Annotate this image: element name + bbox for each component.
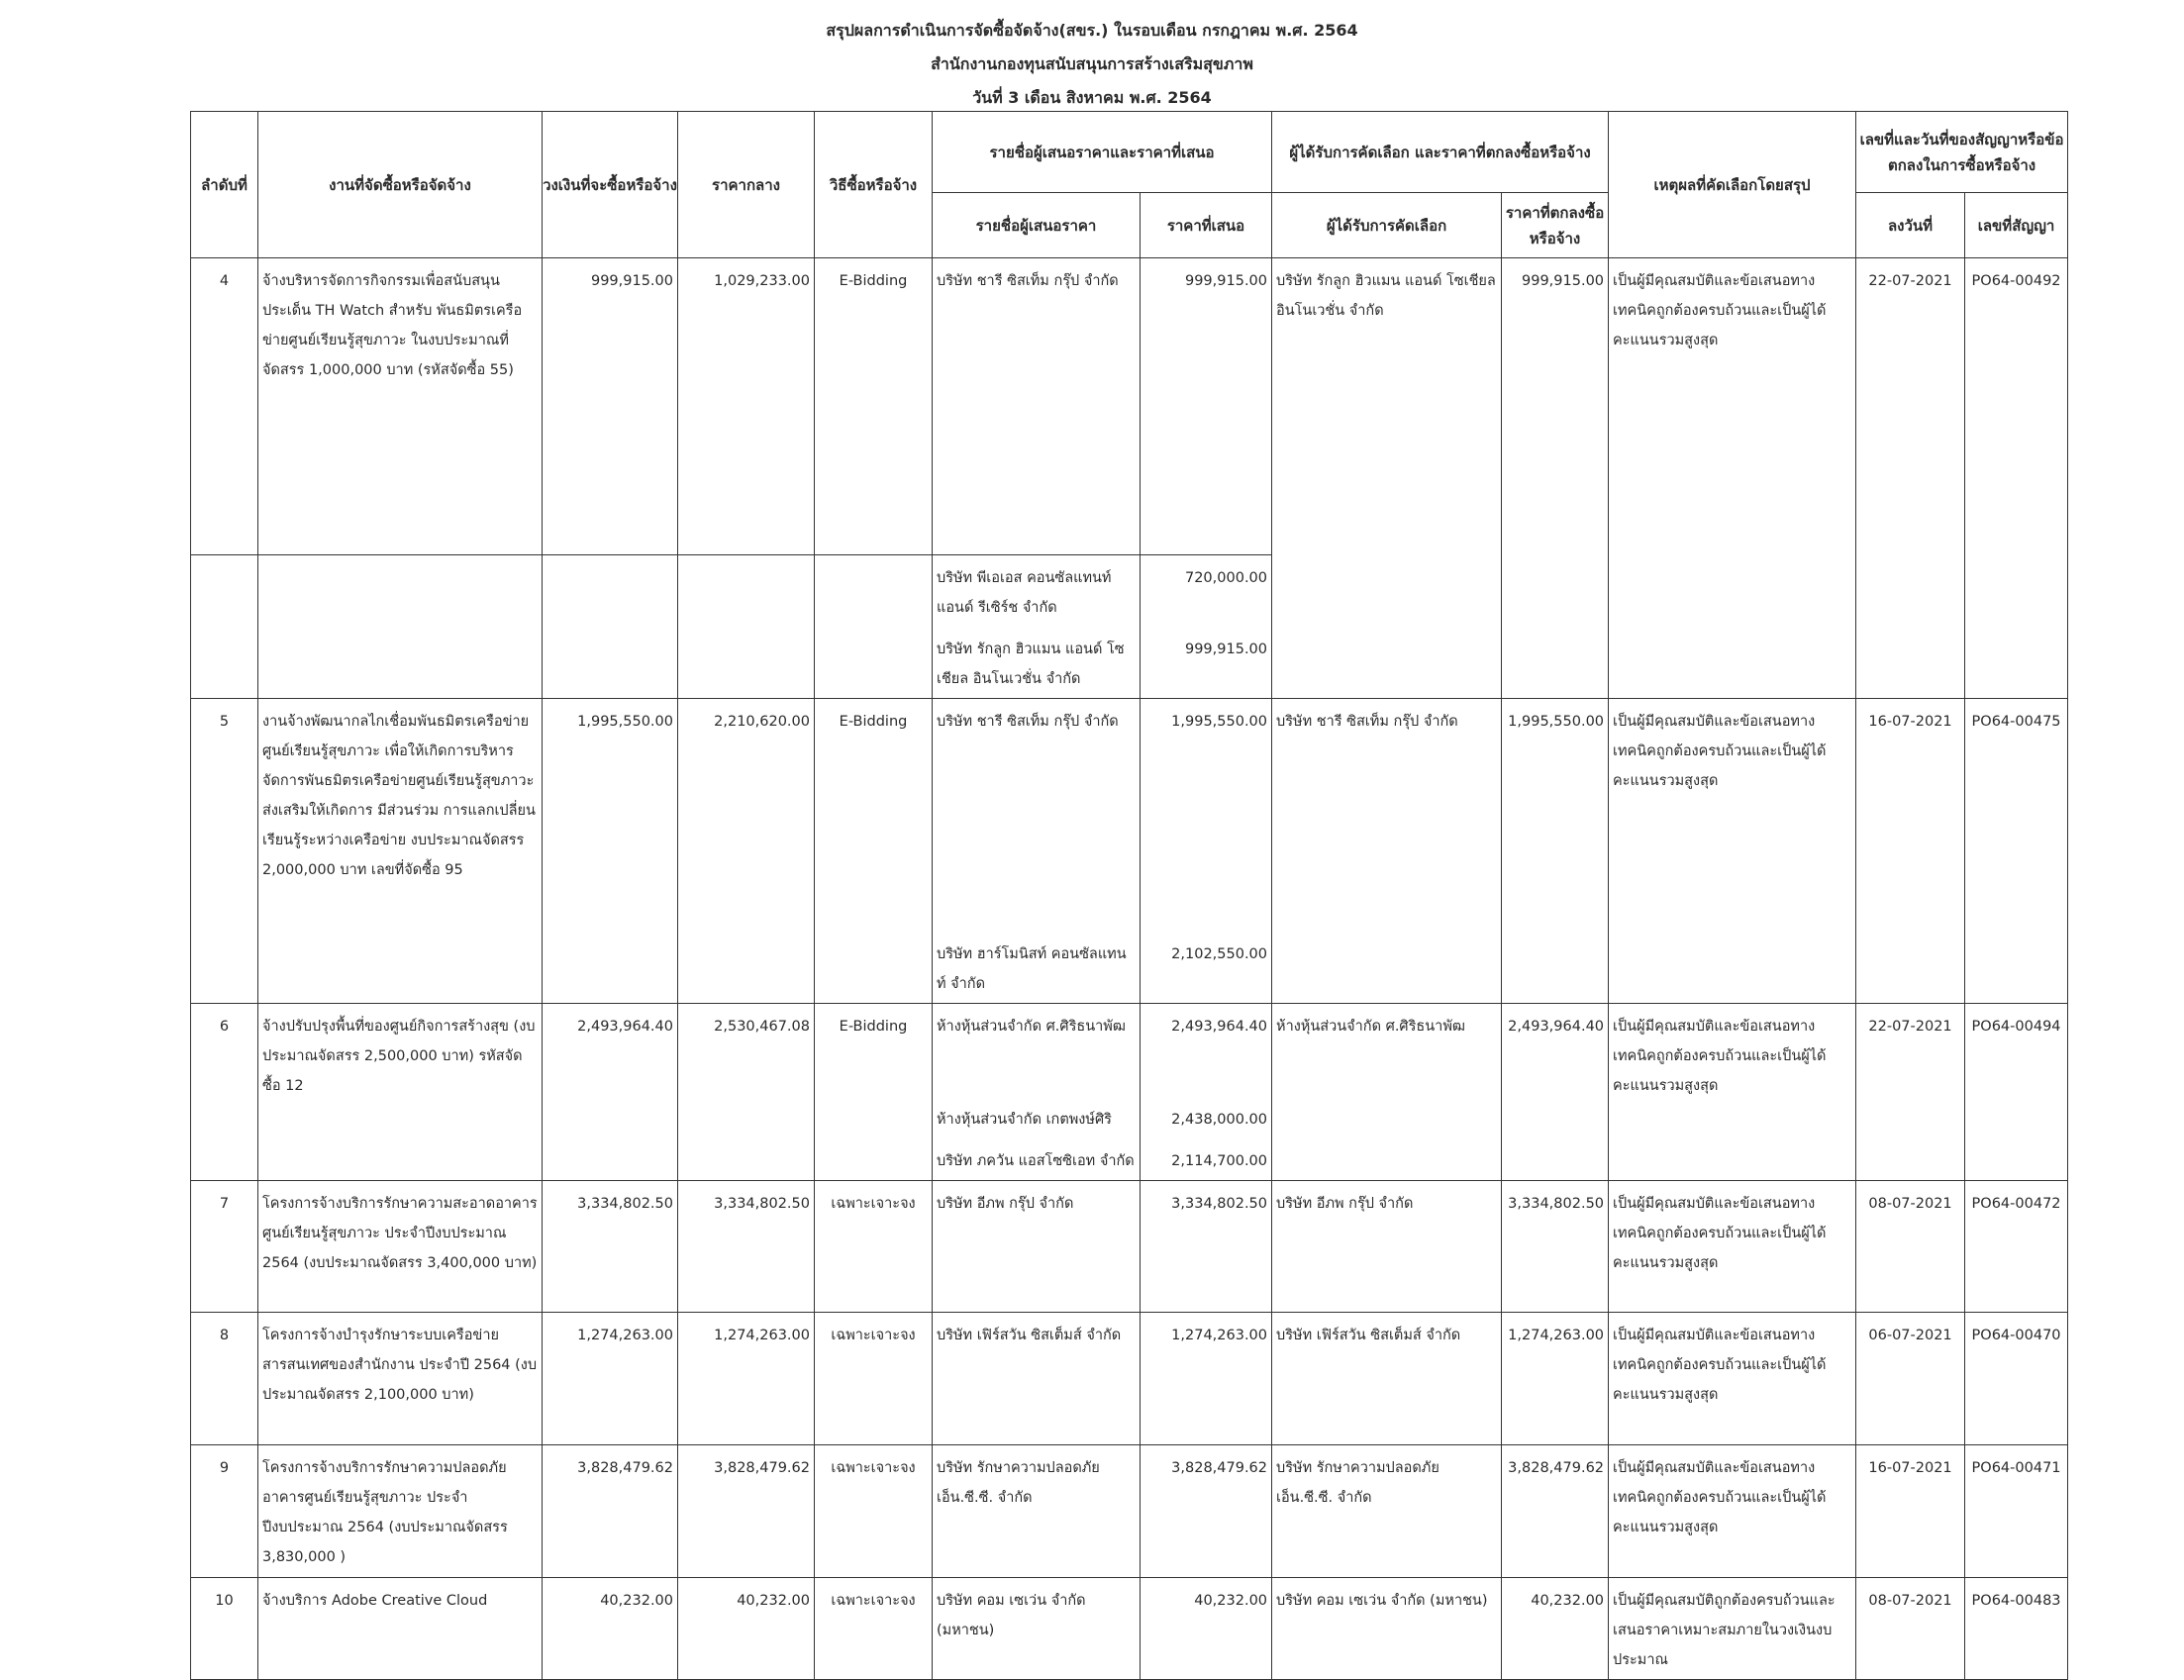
bidder-name: บริษัท ภควัน แอสโซซิเอท จำกัด xyxy=(937,1153,1135,1169)
row-contract-no: PO64-00494 xyxy=(1971,1018,2061,1035)
row-no: 8 xyxy=(219,1328,230,1343)
row-method: เฉพาะเจาะจง xyxy=(831,1328,916,1343)
table-row xyxy=(191,1313,2068,1445)
row-work: จ้างบริหารจัดการกิจกรรมเพื่อสนับสนุนประเด็น TH Watch สำหรับ พันธมิตรเครือข่ายศูนย์เรียนรู้สุขภาวะ ในงบประมาณที่จัดสรร 1,000,000 บาท (รหัสจัดซื้อ 55) xyxy=(262,273,523,378)
row-work: โครงการจ้างบริการรักษาความปลอดภัยอาคารศูนย์เรียนรู้สุขภาวะ ประจำปีงบประมาณ 2564 (งบประมาณจัดสรร 3,830,000 ) xyxy=(262,1460,508,1565)
row-selected: บริษัท รักษาความปลอดภัย เอ็น.ซี.ซี. จำกัด xyxy=(1276,1460,1439,1506)
row-reason: เป็นผู้มีคุณสมบัติถูกต้องครบถ้วนและเสนอราคาเหมาะสมภายในวงเงินงบประมาณ xyxy=(1613,1593,1836,1668)
row-median: 2,210,620.00 xyxy=(714,714,810,730)
col-header-date: ลงวันที่ xyxy=(1856,193,1965,258)
col-header-no: ลำดับที่ xyxy=(191,112,258,258)
bidder-name: บริษัท ชารี ซิสเท็ม กรุ๊ป จำกัด xyxy=(937,714,1119,730)
row-reason: เป็นผู้มีคุณสมบัติและข้อเสนอทางเทคนิคถูกต้องครบถ้วนและเป็นผู้ได้คะแนนรวมสูงสุด xyxy=(1613,273,1827,348)
row-date: 16-07-2021 xyxy=(1868,714,1952,730)
row-budget: 40,232.00 xyxy=(600,1593,673,1609)
bid-price: 1,995,550.00 xyxy=(1171,714,1268,730)
row-budget: 3,334,802.50 xyxy=(577,1196,673,1212)
row-work: จ้างปรับปรุงพื้นที่ของศูนย์กิจการสร้างสุข (งบประมาณจัดสรร 2,500,000 บาท) รหัสจัดซื้อ 12 xyxy=(262,1018,536,1094)
col-header-agreed-price: ราคาที่ตกลงซื้อหรือจ้าง xyxy=(1502,193,1609,258)
row-method: E-Bidding xyxy=(839,1018,908,1035)
col-header-selected-name: ผู้ได้รับการคัดเลือก xyxy=(1272,193,1502,258)
row-contract-no: PO64-00470 xyxy=(1971,1328,2061,1343)
row-no: 9 xyxy=(219,1460,230,1476)
bidder-name: บริษัท รักลูก ฮิวแมน แอนด์ โซเชียล อินโนเวชั่น จำกัด xyxy=(937,642,1125,687)
row-agreed-price: 1,274,263.00 xyxy=(1508,1328,1605,1343)
bid-price: 999,915.00 xyxy=(1184,273,1268,289)
bid-price: 2,114,700.00 xyxy=(1171,1153,1268,1169)
table-row xyxy=(191,1181,2068,1313)
bid-price: 40,232.00 xyxy=(1194,1593,1268,1609)
row-date: 08-07-2021 xyxy=(1868,1196,1952,1212)
row-contract-no: PO64-00472 xyxy=(1971,1196,2061,1212)
bid-price: 2,493,964.40 xyxy=(1171,1018,1268,1035)
row-no: 10 xyxy=(215,1593,234,1609)
row-median: 40,232.00 xyxy=(737,1593,810,1609)
row-contract-no: PO64-00471 xyxy=(1971,1460,2061,1476)
col-header-method: วิธีซื้อหรือจ้าง xyxy=(815,112,933,258)
row-date: 22-07-2021 xyxy=(1868,1018,1952,1035)
bidder-name: ห้างหุ้นส่วนจำกัด ศ.ศิริธนาพัฒ xyxy=(937,1018,1126,1035)
col-header-bid-price: ราคาที่เสนอ xyxy=(1141,193,1272,258)
document-header xyxy=(0,14,2184,115)
row-budget: 3,828,479.62 xyxy=(577,1460,673,1476)
row-reason: เป็นผู้มีคุณสมบัติและข้อเสนอทางเทคนิคถูกต้องครบถ้วนและเป็นผู้ได้คะแนนรวมสูงสุด xyxy=(1613,1018,1827,1094)
row-selected: บริษัท อีภพ กรุ๊ป จำกัด xyxy=(1276,1196,1414,1212)
row-agreed-price: 1,995,550.00 xyxy=(1508,714,1605,730)
table-row xyxy=(191,258,2068,555)
row-reason: เป็นผู้มีคุณสมบัติและข้อเสนอทางเทคนิคถูกต้องครบถ้วนและเป็นผู้ได้คะแนนรวมสูงสุด xyxy=(1613,714,1827,789)
row-work: จ้างบริการ Adobe Creative Cloud xyxy=(262,1593,488,1609)
row-date: 06-07-2021 xyxy=(1868,1328,1952,1343)
bidder-name: บริษัท รักษาความปลอดภัย เอ็น.ซี.ซี. จำกัด xyxy=(937,1460,1100,1506)
row-date: 16-07-2021 xyxy=(1868,1460,1952,1476)
col-header-median: ราคากลาง xyxy=(678,112,815,258)
row-agreed-price: 3,828,479.62 xyxy=(1508,1460,1605,1476)
col-header-bidder-name: รายชื่อผู้เสนอราคา xyxy=(933,193,1141,258)
row-method: เฉพาะเจาะจง xyxy=(831,1593,916,1609)
row-agreed-price: 999,915.00 xyxy=(1522,273,1605,289)
row-median: 3,828,479.62 xyxy=(714,1460,810,1476)
bidder-name: บริษัท คอม เซเว่น จำกัด (มหาชน) xyxy=(937,1593,1086,1638)
bid-price: 3,334,802.50 xyxy=(1171,1196,1268,1212)
row-selected: บริษัท คอม เซเว่น จำกัด (มหาชน) xyxy=(1276,1593,1488,1609)
table-row xyxy=(191,1003,2068,1097)
row-median: 1,029,233.00 xyxy=(714,273,810,289)
row-agreed-price: 3,334,802.50 xyxy=(1508,1196,1605,1212)
col-header-contract-group: เลขที่และวันที่ของสัญญาหรือข้อตกลงในการซื้อหรือจ้าง xyxy=(1856,112,2068,193)
procurement-table xyxy=(190,111,2068,1680)
row-method: E-Bidding xyxy=(839,714,908,730)
row-no: 5 xyxy=(219,714,230,730)
bid-price: 999,915.00 xyxy=(1184,642,1268,657)
bidder-name: บริษัท พีเอเอส คอนซัลแทนท์ แอนด์ รีเซิร์ช จำกัด xyxy=(937,570,1112,616)
row-selected: ห้างหุ้นส่วนจำกัด ศ.ศิริธนาพัฒ xyxy=(1276,1018,1465,1035)
row-date: 08-07-2021 xyxy=(1868,1593,1952,1609)
row-agreed-price: 2,493,964.40 xyxy=(1508,1018,1605,1035)
row-reason: เป็นผู้มีคุณสมบัติและข้อเสนอทางเทคนิคถูกต้องครบถ้วนและเป็นผู้ได้คะแนนรวมสูงสุด xyxy=(1613,1196,1827,1271)
col-header-bidders-group: รายชื่อผู้เสนอราคาและราคาที่เสนอ xyxy=(933,112,1272,193)
bidder-name: บริษัท เฟิร์สวัน ซิสเต็มส์ จำกัด xyxy=(937,1328,1122,1343)
row-reason: เป็นผู้มีคุณสมบัติและข้อเสนอทางเทคนิคถูกต้องครบถ้วนและเป็นผู้ได้คะแนนรวมสูงสุด xyxy=(1613,1328,1827,1403)
row-reason: เป็นผู้มีคุณสมบัติและข้อเสนอทางเทคนิคถูกต้องครบถ้วนและเป็นผู้ได้คะแนนรวมสูงสุด xyxy=(1613,1460,1827,1535)
bid-price: 2,438,000.00 xyxy=(1171,1112,1268,1128)
row-selected: บริษัท ชารี ซิสเท็ม กรุ๊ป จำกัด xyxy=(1276,714,1458,730)
row-no: 4 xyxy=(219,273,230,289)
row-budget: 1,995,550.00 xyxy=(577,714,673,730)
row-work: โครงการจ้างบำรุงรักษาระบบเครือข่ายสารสนเทศของสำนักงาน ประจำปี 2564 (งบประมาณจัดสรร 2,100,000 บาท) xyxy=(262,1328,538,1403)
row-contract-no: PO64-00492 xyxy=(1971,273,2061,289)
row-median: 1,274,263.00 xyxy=(714,1328,810,1343)
row-selected: บริษัท รักลูก ฮิวแมน แอนด์ โซเชียล อินโนเวชั่น จำกัด xyxy=(1276,273,1496,319)
row-budget: 2,493,964.40 xyxy=(577,1018,673,1035)
bid-price: 2,102,550.00 xyxy=(1171,945,1268,962)
col-header-contract-no: เลขที่สัญญา xyxy=(1965,193,2068,258)
row-selected: บริษัท เฟิร์สวัน ซิสเต็มส์ จำกัด xyxy=(1276,1328,1461,1343)
row-agreed-price: 40,232.00 xyxy=(1531,1593,1605,1609)
row-median: 3,334,802.50 xyxy=(714,1196,810,1212)
row-contract-no: PO64-00475 xyxy=(1971,714,2061,730)
row-method: เฉพาะเจาะจง xyxy=(831,1460,916,1476)
bid-price: 1,274,263.00 xyxy=(1171,1328,1268,1343)
row-budget: 999,915.00 xyxy=(590,273,673,289)
bid-price: 720,000.00 xyxy=(1184,570,1268,586)
row-median: 2,530,467.08 xyxy=(714,1018,810,1035)
bidder-name: ห้างหุ้นส่วนจำกัด เกตพงษ์ศิริ xyxy=(937,1112,1112,1128)
row-work: โครงการจ้างบริการรักษาความสะอาดอาคารศูนย์เรียนรู้สุขภาวะ ประจำปีงบประมาณ 2564 (งบประมาณจัดสรร 3,400,000 บาท) xyxy=(262,1196,538,1271)
report-date: วันที่ 3 เดือน สิงหาคม พ.ศ. 2564 xyxy=(972,88,1212,107)
col-header-reason: เหตุผลที่คัดเลือกโดยสรุป xyxy=(1609,112,1856,258)
row-no: 7 xyxy=(219,1196,230,1212)
row-contract-no: PO64-00483 xyxy=(1971,1593,2061,1609)
table-row xyxy=(191,1578,2068,1680)
row-budget: 1,274,263.00 xyxy=(577,1328,673,1343)
col-header-selected-group: ผู้ได้รับการคัดเลือก และราคาที่ตกลงซื้อหรือจ้าง xyxy=(1272,112,1609,193)
agency-name: สำนักงานกองทุนสนับสนุนการสร้างเสริมสุขภาพ xyxy=(931,54,1253,73)
bidder-name: บริษัท อีภพ กรุ๊ป จำกัด xyxy=(937,1196,1074,1212)
table-row xyxy=(191,699,2068,932)
row-method: E-Bidding xyxy=(839,273,908,289)
col-header-budget: วงเงินที่จะซื้อหรือจ้าง xyxy=(543,112,678,258)
report-title: สรุปผลการดำเนินการจัดซื้อจัดจ้าง(สขร.) ในรอบเดือน กรกฎาคม พ.ศ. 2564 xyxy=(826,21,1358,40)
table-row xyxy=(191,1445,2068,1578)
row-work: งานจ้างพัฒนากลไกเชื่อมพันธมิตรเครือข่ายศูนย์เรียนรู้สุขภาวะ เพื่อให้เกิดการบริหารจัดการพันธมิตรเครือข่ายศูนย์เรียนรู้สุขภาวะส่งเสริมให้เกิดการ มีส่วนร่วม การแลกเปลี่ยนเรียนรู้ระหว่างเครือข่าย งบประมาณจัดสรร 2,000,000 บาท เลขที่จัดซื้อ 95 xyxy=(262,714,536,878)
row-method: เฉพาะเจาะจง xyxy=(831,1196,916,1212)
col-header-work: งานที่จัดซื้อหรือจัดจ้าง xyxy=(258,112,543,258)
bid-price: 3,828,479.62 xyxy=(1171,1460,1268,1476)
row-no: 6 xyxy=(219,1018,230,1035)
bidder-name: บริษัท ชารี ซิสเท็ม กรุ๊ป จำกัด xyxy=(937,273,1119,289)
row-date: 22-07-2021 xyxy=(1868,273,1952,289)
bidder-name: บริษัท ฮาร์โมนิสท์ คอนซัลแทนท์ จำกัด xyxy=(937,945,1127,992)
